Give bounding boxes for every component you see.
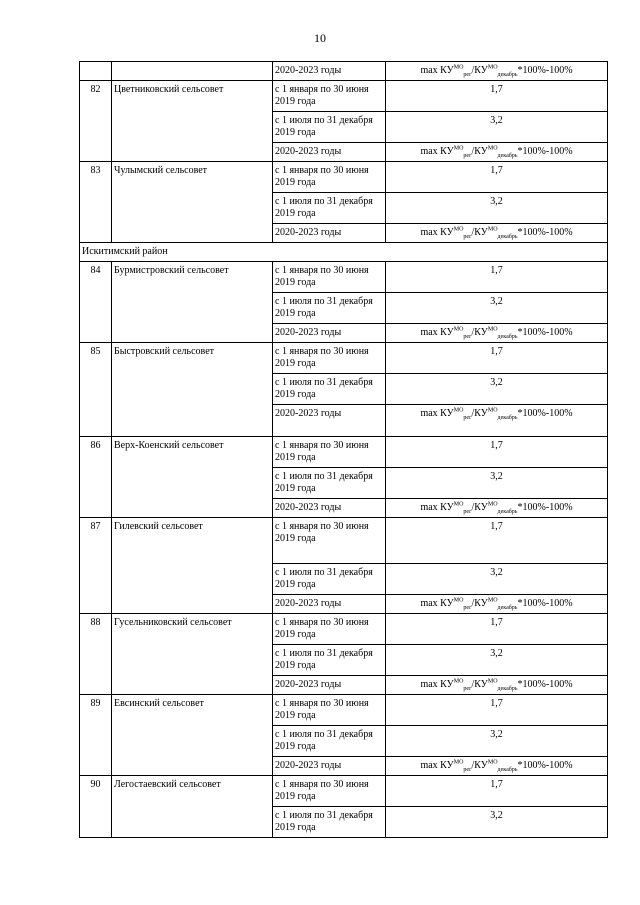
- value-cell: 1,7: [386, 437, 608, 468]
- period-cell: с 1 января по 30 июня 2019 года: [273, 776, 386, 807]
- period-cell: с 1 июля по 31 декабря 2019 года: [273, 374, 386, 405]
- value-cell: 3,2: [386, 112, 608, 143]
- period-cell: с 1 января по 30 июня 2019 года: [273, 614, 386, 645]
- formula-cell: [386, 62, 608, 81]
- period-cell: с 1 июля по 31 декабря 2019 года: [273, 293, 386, 324]
- period-cell: с 1 января по 30 июня 2019 года: [273, 262, 386, 293]
- period-cell: с 1 июля по 31 декабря 2019 года: [273, 193, 386, 224]
- formula-text: max КУ: [420, 227, 454, 238]
- formula-subscript: декабрь: [497, 767, 518, 773]
- row-number: 88: [80, 614, 112, 695]
- period-cell: с 1 января по 30 июня 2019 года: [273, 437, 386, 468]
- value-cell: 3,2: [386, 374, 608, 405]
- formula-subscript: декабрь: [497, 686, 518, 692]
- period-cell: 2020-2023 годы: [273, 324, 386, 343]
- period-cell: с 1 января по 30 июня 2019 года: [273, 343, 386, 374]
- table-row: [80, 243, 608, 262]
- formula-text: max КУ: [420, 502, 454, 513]
- formula-text: *100%-100%: [517, 146, 573, 157]
- formula-superscript: МО: [487, 145, 498, 152]
- empty-cell: [80, 62, 112, 81]
- municipality-name: Гусельниковский сельсовет: [112, 614, 273, 695]
- formula-superscript: МО: [487, 501, 498, 508]
- formula-text: *100%-100%: [517, 65, 573, 76]
- period-cell: 2020-2023 годы: [273, 499, 386, 518]
- formula-text: max КУ: [420, 408, 454, 419]
- row-number: 87: [80, 518, 112, 614]
- period-cell: 2020-2023 годы: [273, 757, 386, 776]
- period-cell: 2020-2023 годы: [273, 405, 386, 437]
- formula-text: *100%-100%: [517, 598, 573, 609]
- value-cell: 1,7: [386, 518, 608, 564]
- row-number: 83: [80, 162, 112, 243]
- table-row: [80, 343, 608, 374]
- formula-subscript: декабрь: [497, 509, 518, 515]
- formula-cell: [386, 595, 608, 614]
- row-number: 90: [80, 776, 112, 838]
- period-cell: с 1 января по 30 июня 2019 года: [273, 162, 386, 193]
- table-row: [80, 62, 608, 81]
- municipality-name: Верх-Коенский сельсовет: [112, 437, 273, 518]
- formula-cell: [386, 143, 608, 162]
- formula-subscript: рег: [463, 686, 472, 692]
- period-cell: с 1 июля по 31 декабря 2019 года: [273, 112, 386, 143]
- formula-superscript: МО: [487, 597, 498, 604]
- formula-cell: [386, 757, 608, 776]
- value-cell: 3,2: [386, 645, 608, 676]
- formula-superscript: МО: [453, 64, 464, 71]
- period-cell: с 1 июля по 31 декабря 2019 года: [273, 564, 386, 595]
- period-cell: 2020-2023 годы: [273, 595, 386, 614]
- formula-cell: [386, 405, 608, 437]
- formula-text: max КУ: [420, 598, 454, 609]
- row-number: 82: [80, 81, 112, 162]
- row-number: 84: [80, 262, 112, 343]
- formula-subscript: декабрь: [497, 605, 518, 611]
- formula-text: *100%-100%: [517, 679, 573, 690]
- period-cell: с 1 июля по 31 декабря 2019 года: [273, 726, 386, 757]
- formula-subscript: декабрь: [497, 415, 518, 421]
- municipality-name: Евсинский сельсовет: [112, 695, 273, 776]
- formula-subscript: рег: [463, 605, 472, 611]
- table-row: [80, 437, 608, 468]
- formula-subscript: рег: [463, 415, 472, 421]
- formula-subscript: рег: [463, 72, 472, 78]
- value-cell: 3,2: [386, 564, 608, 595]
- formula-superscript: МО: [487, 226, 498, 233]
- municipality-name: Гилевский сельсовет: [112, 518, 273, 614]
- formula-text: /КУ: [471, 327, 488, 338]
- formula-superscript: МО: [453, 759, 464, 766]
- value-cell: 1,7: [386, 262, 608, 293]
- formula-subscript: декабрь: [497, 234, 518, 240]
- formula-text: *100%-100%: [517, 760, 573, 771]
- formula-subscript: рег: [463, 153, 472, 159]
- formula-cell: [386, 676, 608, 695]
- section-header: Искитимский район: [80, 243, 608, 262]
- formula-superscript: МО: [453, 326, 464, 333]
- formula-subscript: декабрь: [497, 334, 518, 340]
- period-cell: 2020-2023 годы: [273, 62, 386, 81]
- formula-cell: [386, 224, 608, 243]
- formula-text: max КУ: [420, 760, 454, 771]
- value-cell: 1,7: [386, 776, 608, 807]
- municipality-name: Чулымский сельсовет: [112, 162, 273, 243]
- formula-superscript: МО: [453, 407, 464, 414]
- formula-superscript: МО: [453, 501, 464, 508]
- page-number: 10: [314, 31, 326, 45]
- municipality-name: Цветниковский сельсовет: [112, 81, 273, 162]
- period-cell: с 1 января по 30 июня 2019 года: [273, 81, 386, 112]
- formula-subscript: рег: [463, 767, 472, 773]
- formula-text: *100%-100%: [517, 502, 573, 513]
- period-cell: с 1 июля по 31 декабря 2019 года: [273, 807, 386, 838]
- table-row: [80, 81, 608, 112]
- row-number: 86: [80, 437, 112, 518]
- period-cell: с 1 июля по 31 декабря 2019 года: [273, 645, 386, 676]
- formula-text: max КУ: [420, 146, 454, 157]
- formula-superscript: МО: [453, 597, 464, 604]
- value-cell: 3,2: [386, 293, 608, 324]
- coefficients-table: [79, 61, 608, 838]
- formula-superscript: МО: [487, 678, 498, 685]
- formula-subscript: рег: [463, 234, 472, 240]
- formula-text: /КУ: [471, 227, 488, 238]
- formula-superscript: МО: [453, 145, 464, 152]
- formula-text: max КУ: [420, 327, 454, 338]
- row-number: 85: [80, 343, 112, 437]
- formula-text: *100%-100%: [517, 408, 573, 419]
- formula-superscript: МО: [453, 678, 464, 685]
- formula-text: *100%-100%: [517, 227, 573, 238]
- period-cell: с 1 января по 30 июня 2019 года: [273, 695, 386, 726]
- value-cell: 3,2: [386, 807, 608, 838]
- formula-cell: [386, 324, 608, 343]
- table-row: [80, 518, 608, 564]
- formula-text: max КУ: [420, 679, 454, 690]
- formula-subscript: рег: [463, 509, 472, 515]
- formula-subscript: декабрь: [497, 72, 518, 78]
- formula-superscript: МО: [487, 64, 498, 71]
- municipality-name: Легостаевский сельсовет: [112, 776, 273, 838]
- value-cell: 3,2: [386, 468, 608, 499]
- formula-text: max КУ: [420, 65, 454, 76]
- municipality-name: Бурмистровский сельсовет: [112, 262, 273, 343]
- formula-text: /КУ: [471, 408, 488, 419]
- formula-text: /КУ: [471, 65, 488, 76]
- municipality-name: Быстровский сельсовет: [112, 343, 273, 437]
- value-cell: 1,7: [386, 81, 608, 112]
- row-number: 89: [80, 695, 112, 776]
- table-row: [80, 776, 608, 807]
- formula-superscript: МО: [487, 759, 498, 766]
- formula-text: /КУ: [471, 598, 488, 609]
- period-cell: с 1 января по 30 июня 2019 года: [273, 518, 386, 564]
- formula-superscript: МО: [487, 407, 498, 414]
- formula-text: /КУ: [471, 146, 488, 157]
- value-cell: 1,7: [386, 614, 608, 645]
- period-cell: 2020-2023 годы: [273, 224, 386, 243]
- formula-text: *100%-100%: [517, 327, 573, 338]
- empty-cell: [112, 62, 273, 81]
- formula-cell: [386, 499, 608, 518]
- formula-superscript: МО: [487, 326, 498, 333]
- table-row: [80, 162, 608, 193]
- formula-text: /КУ: [471, 679, 488, 690]
- table-row: [80, 695, 608, 726]
- period-cell: с 1 июля по 31 декабря 2019 года: [273, 468, 386, 499]
- formula-superscript: МО: [453, 226, 464, 233]
- period-cell: 2020-2023 годы: [273, 676, 386, 695]
- table-row: [80, 262, 608, 293]
- formula-text: /КУ: [471, 760, 488, 771]
- formula-subscript: декабрь: [497, 153, 518, 159]
- table-row: [80, 614, 608, 645]
- value-cell: 1,7: [386, 695, 608, 726]
- period-cell: 2020-2023 годы: [273, 143, 386, 162]
- value-cell: 3,2: [386, 726, 608, 757]
- value-cell: 1,7: [386, 162, 608, 193]
- value-cell: 1,7: [386, 343, 608, 374]
- value-cell: 3,2: [386, 193, 608, 224]
- formula-subscript: рег: [463, 334, 472, 340]
- formula-text: /КУ: [471, 502, 488, 513]
